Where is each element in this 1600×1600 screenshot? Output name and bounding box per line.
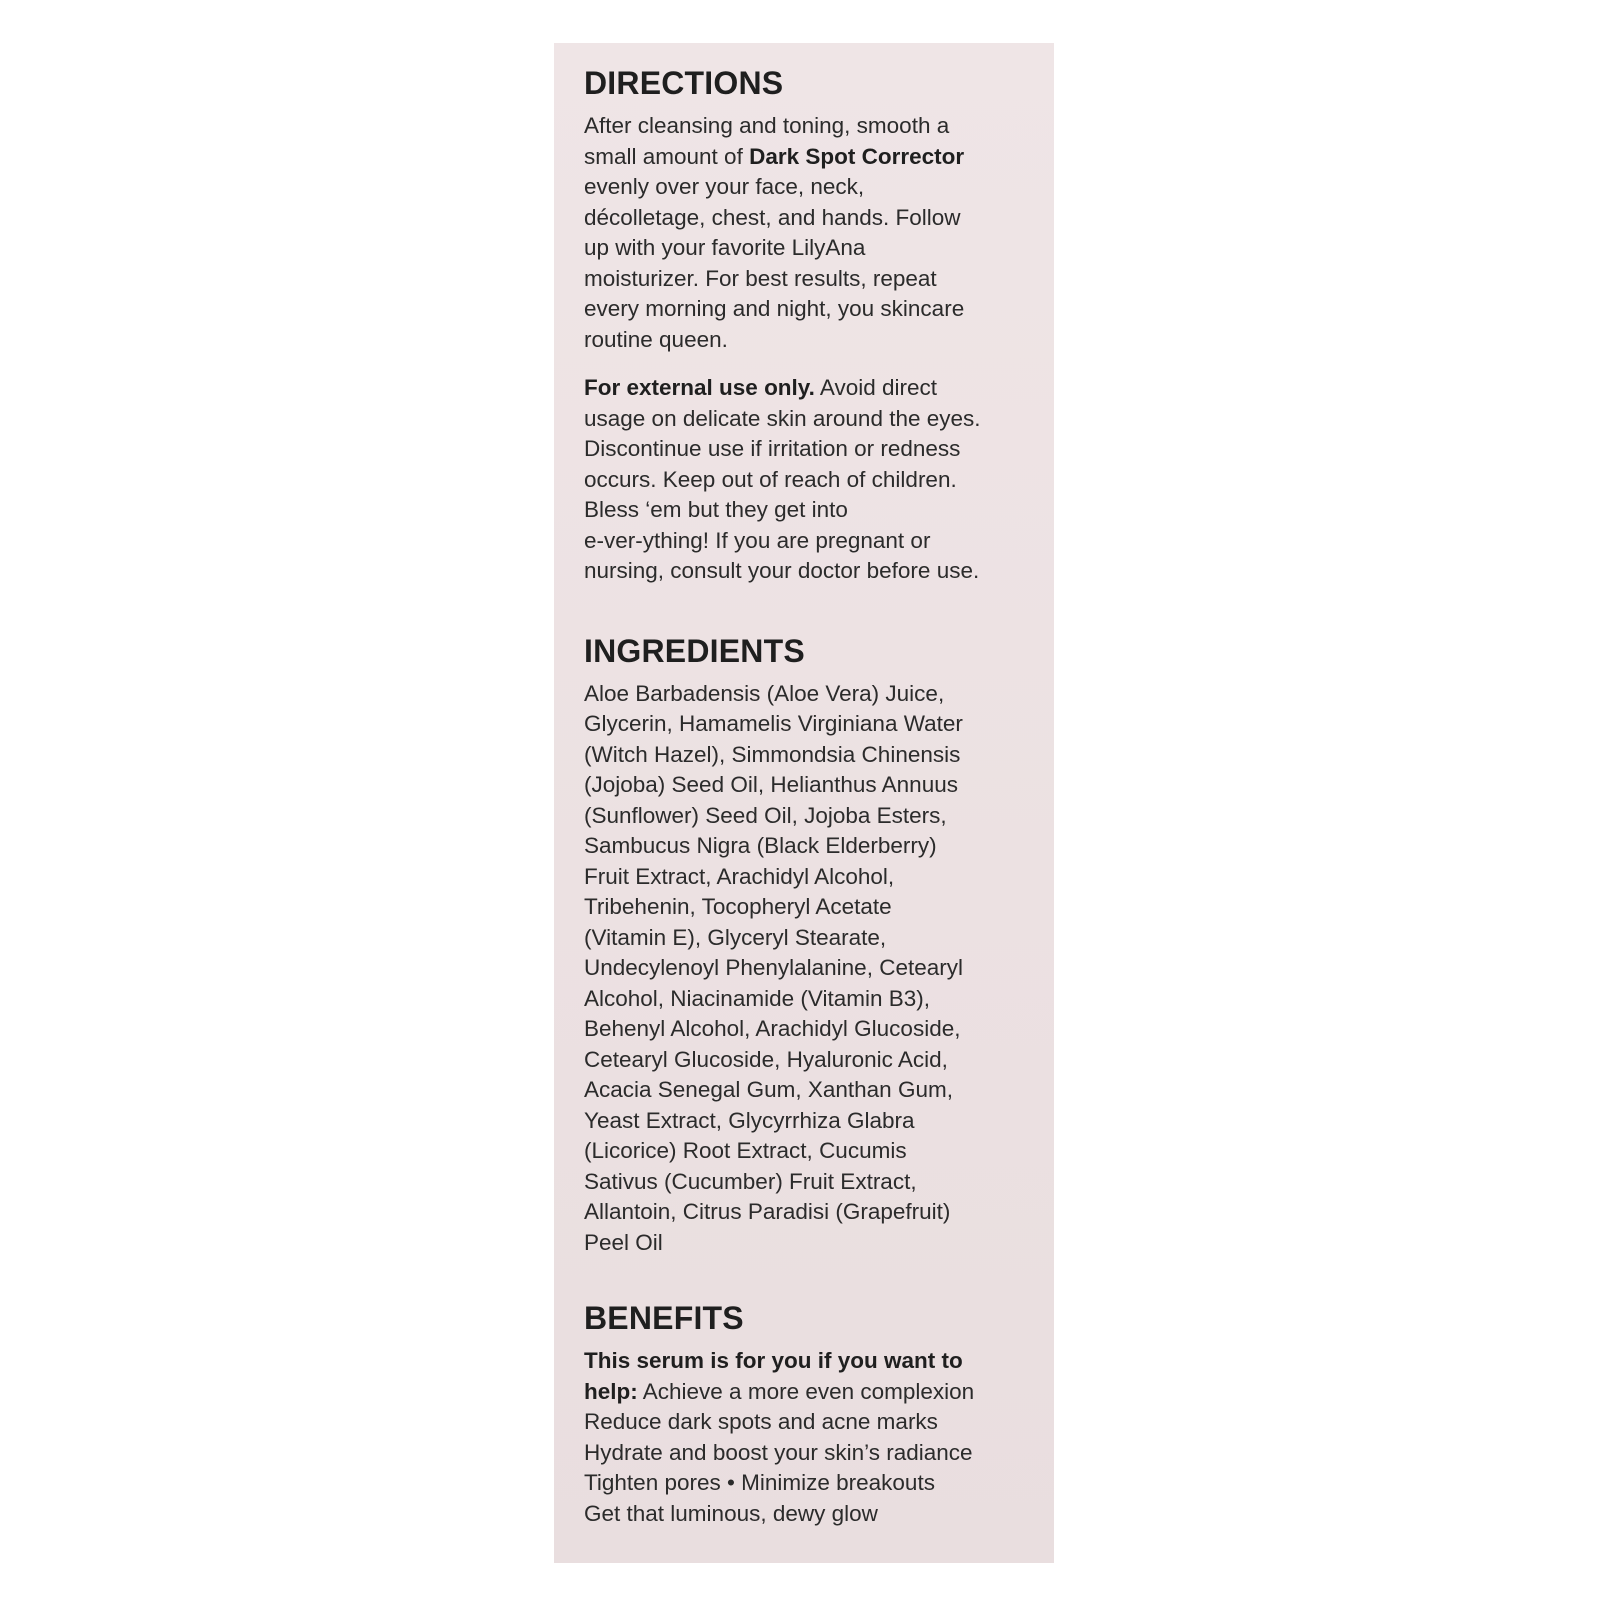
benefits-intro-end: help:	[584, 1378, 638, 1404]
ingredients-line: (Licorice) Root Extract, Cucumis	[584, 1138, 907, 1163]
ingredients-line: Aloe Barbadensis (Aloe Vera) Juice,	[584, 680, 945, 706]
ingredients-line: Glycerin, Hamamelis Virginiana Water	[584, 711, 963, 736]
ingredients-line: (Witch Hazel), Simmondsia Chinensis	[584, 741, 961, 767]
ingredients-list	[584, 679, 1034, 1259]
warning-line: occurs. Keep out of reach of children.	[584, 466, 957, 492]
warning-text-span: Avoid direct	[814, 375, 938, 400]
ingredients-line: Yeast Extract, Glycyrrhiza Glabra	[584, 1107, 915, 1133]
ingredients-line: Sativus (Cucumber) Fruit Extract,	[584, 1168, 917, 1194]
directions-line: After cleansing and toning, smooth a	[584, 113, 950, 138]
ingredients-section	[584, 633, 1034, 1259]
product-name: Dark Spot Corrector	[749, 143, 965, 169]
ingredients-line: Allantoin, Citrus Paradisi (Grapefruit)	[584, 1199, 951, 1224]
warning-line: nursing, consult your doctor before use.	[584, 558, 980, 583]
ingredients-line: Sambucus Nigra (Black Elderberry)	[584, 833, 937, 858]
ingredients-line: Fruit Extract, Arachidyl Alcohol,	[584, 863, 895, 889]
benefits-section	[584, 1300, 1034, 1529]
ingredients-line: Alcohol, Niacinamide (Vitamin B3),	[584, 985, 930, 1011]
benefit-item: Get that luminous, dewy glow	[584, 1500, 878, 1526]
benefit-item: Tighten pores • Minimize breakouts	[584, 1470, 935, 1495]
warning-line	[584, 373, 1034, 404]
benefits-text	[584, 1346, 1034, 1529]
product-label-panel	[554, 43, 1054, 1563]
ingredients-line: (Jojoba) Seed Oil, Helianthus Annuus	[584, 772, 958, 797]
directions-text-span: small amount of	[584, 143, 750, 169]
ingredients-heading: INGREDIENTS	[584, 632, 805, 669]
directions-line: moisturizer. For best results, repeat	[584, 265, 937, 291]
ingredients-line: Peel Oil	[584, 1229, 663, 1255]
directions-line	[584, 142, 1034, 173]
warning-line: Discontinue use if irritation or redness	[584, 436, 961, 461]
warning-bold: For external use only.	[584, 375, 815, 400]
benefit-item: Reduce dark spots and acne marks	[584, 1409, 938, 1434]
benefit-item: Achieve a more even complexion	[637, 1378, 975, 1404]
ingredients-line: (Vitamin E), Glyceryl Stearate,	[584, 924, 887, 950]
directions-section	[584, 65, 1034, 587]
directions-line: routine queen.	[584, 326, 728, 352]
benefits-line	[584, 1377, 1034, 1408]
warning-line: e-ver-ything! If you are pregnant or	[584, 527, 931, 553]
directions-text	[584, 111, 1034, 355]
warning-line: Bless ‘em but they get into	[584, 497, 848, 522]
ingredients-line: (Sunflower) Seed Oil, Jojoba Esters,	[584, 802, 947, 828]
benefits-heading: BENEFITS	[584, 1300, 744, 1336]
directions-line: up with your favorite LilyAna	[584, 235, 866, 260]
warning-text	[584, 373, 1034, 587]
directions-line: décolletage, chest, and hands. Follow	[584, 204, 961, 230]
ingredients-line: Cetearyl Glucoside, Hyaluronic Acid,	[584, 1046, 948, 1072]
ingredients-line: Behenyl Alcohol, Arachidyl Glucoside,	[584, 1016, 961, 1041]
ingredients-line: Undecylenoyl Phenylalanine, Cetearyl	[584, 955, 963, 980]
ingredients-line: Tribehenin, Tocopheryl Acetate	[584, 894, 892, 919]
directions-line: evenly over your face, neck,	[584, 174, 865, 199]
warning-line: usage on delicate skin around the eyes.	[584, 405, 981, 431]
ingredients-line: Acacia Senegal Gum, Xanthan Gum,	[584, 1077, 953, 1102]
benefits-intro: This serum is for you if you want to	[584, 1348, 963, 1373]
directions-line: every morning and night, you skincare	[584, 296, 965, 321]
benefit-item: Hydrate and boost your skin’s radiance	[584, 1439, 973, 1465]
directions-heading: DIRECTIONS	[584, 65, 784, 101]
